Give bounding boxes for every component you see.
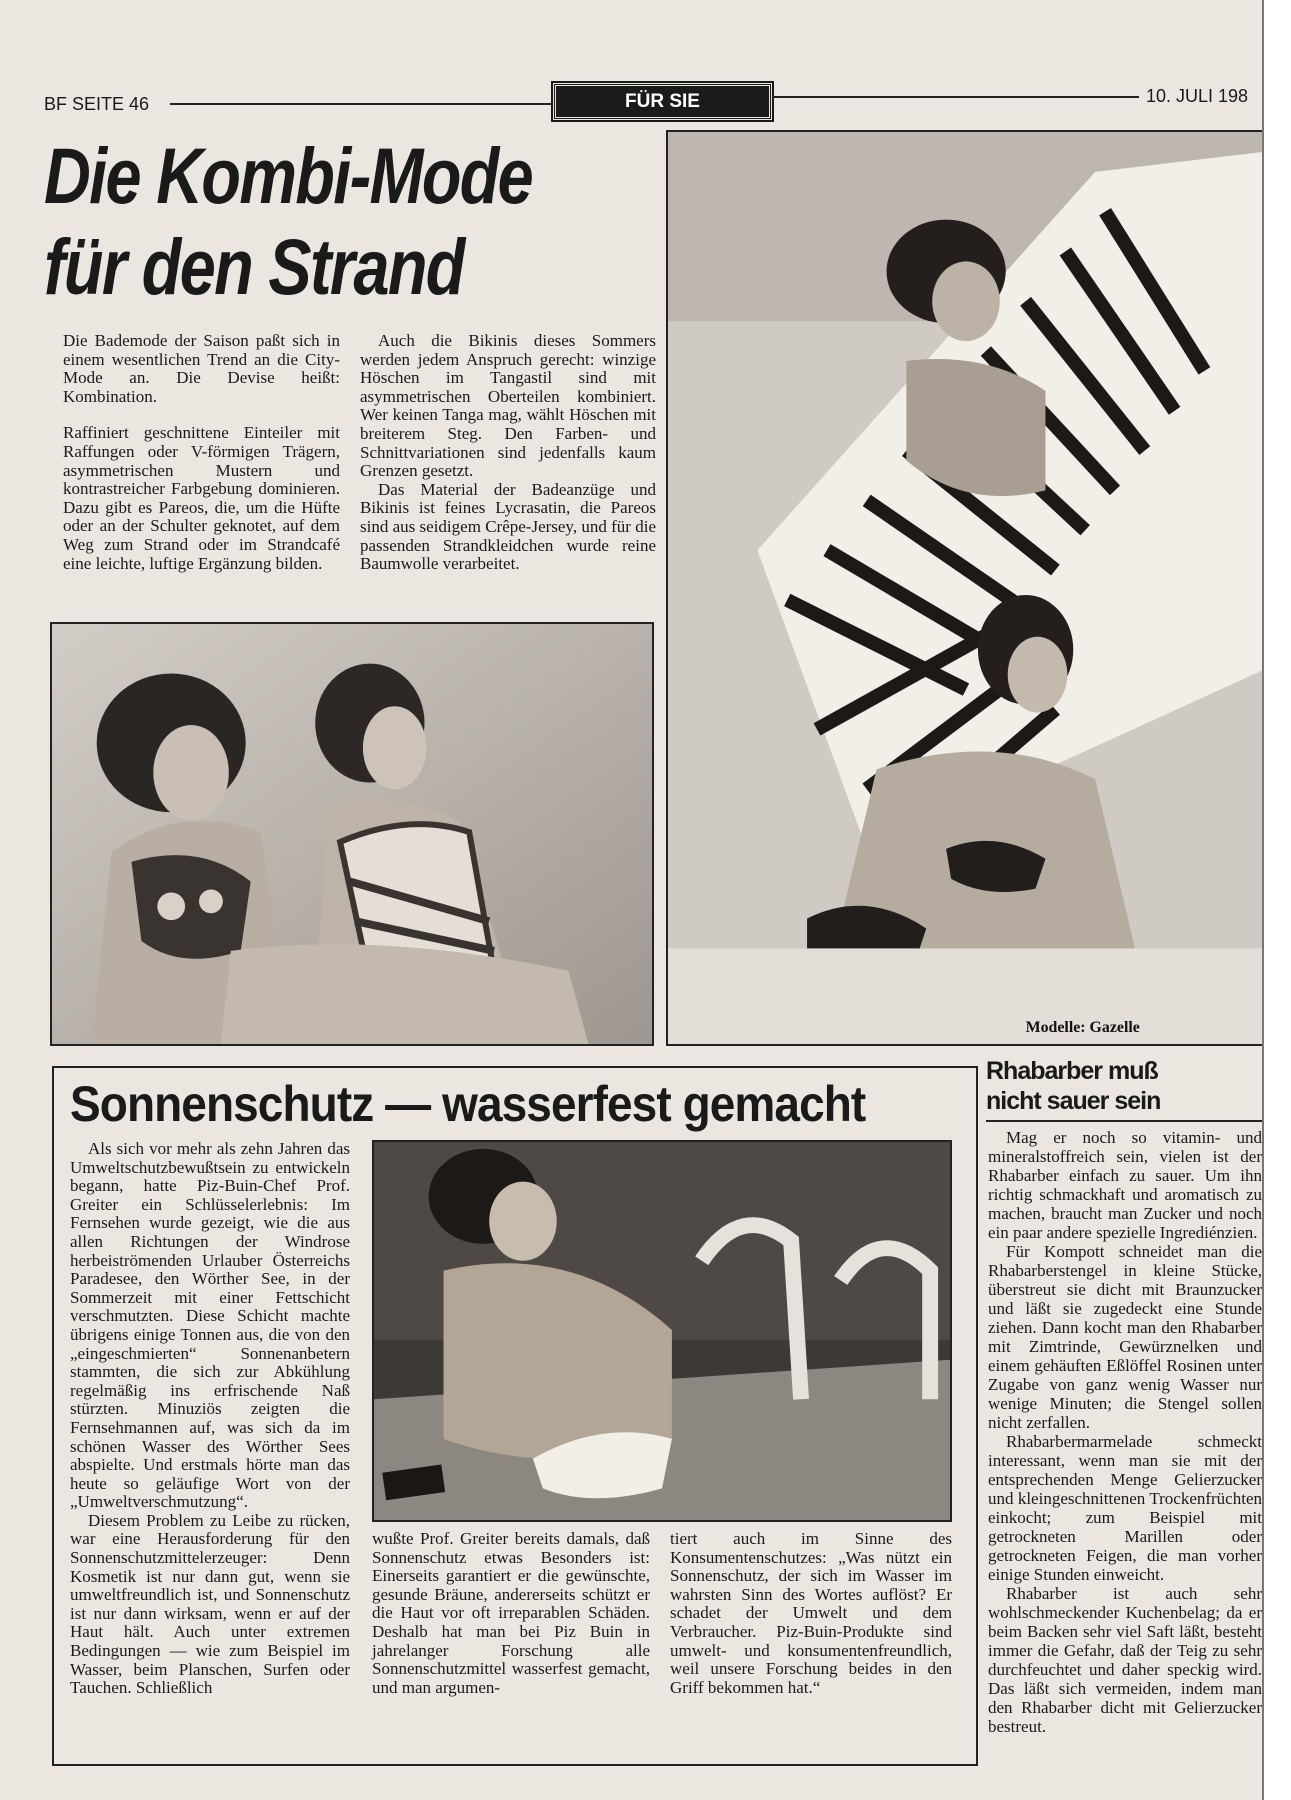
rhubarb-column bbox=[988, 1128, 1262, 1736]
main-article-col2 bbox=[360, 332, 656, 574]
header-rule-right bbox=[773, 96, 1139, 98]
page-number: BF SEITE 46 bbox=[44, 94, 150, 114]
paragraph: wußte Prof. Greiter bereits damals, daß Sonnenschutz etwas Besonders ist: Einerseits garantiert er die gewünschte, gesunde Bräune, andererseits schützt er die Haut vor oft irreparablen Schäden. Deshalb hat man bei Piz Buin in jahrelanger Forschung alle Sonnenschutzmittel wasserfest gemacht, und man argumen- bbox=[372, 1529, 650, 1697]
paragraph: Mag er noch so vitamin- und mineralstoffreich sein, vielen ist der Rhabarber einfach zu sauer. Um ihn richtig schmackhaft und aromatisch zu machen, braucht man Zucker und noch ein paar andere spezielle Ingrediénzien. bbox=[988, 1128, 1262, 1242]
main-headline-line2: für den Strand bbox=[44, 222, 464, 311]
paragraph: Als sich vor mehr als zehn Jahren das Umweltschutzbewußtsein zu entwickeln begann, hatte Piz-Buin-Chef Prof. Greiter ein Schlüsselerlebnis: Im Fernsehen wurde gezeigt, wie die aus allen Richtungen der Windrose herbeiströmenden Urlauber Österreichs Paradesee, den Wörther See, in der Sommerzeit mit einer Fettschicht verschmutzten. Diese Schicht machte übrigens einige Tonnen aus, die von den „eingeschmierten“ Sonnenanbetern stammten, die sich zur Abkühlung regelmäßig ins erfrischende Naß stürzten. Minuziös zeigten die Fernsehmannen auf, was sich da im schönen Wasser des Wörther Sees abspielte. Und erstmals hörte man das heute so geläufige Wort von der „Umweltverschmutzung“. bbox=[70, 1139, 350, 1512]
section-banner: FÜR SIE bbox=[553, 83, 772, 120]
paragraph: Das Material der Badeanzüge und Bikinis ist feines Lycrasatin, die Pareos sind aus seidigem Crêpe-Jersey, und für die passenden Strandkleidchen wurde reine Baumwolle verarbeitet. bbox=[360, 479, 656, 574]
photo-pareo-models bbox=[666, 130, 1266, 1046]
paragraph: Die Bademode der Saison paßt sich in einem wesentlichen Trend an die City-Mode an. Die Devise heißt: Kombination. bbox=[63, 331, 340, 406]
paragraph: Rhabarbermarmelade schmeckt interessant, wenn man sie mit der entsprechenden Menge Gelierzucker und kleingeschnittenen Trockenfrüchten einkocht; zum Beispiel mit getrockneten Marillen oder getrockneten Feigen, die man vorher einige Stunden einweicht. bbox=[988, 1432, 1262, 1584]
paragraph: Diesem Problem zu Leibe zu rücken, war eine Herausforderung für den Sonnenschutzmittelerzeuger: Denn Kosmetik ist nur dann gut, wenn sie umweltfreundlich ist, und Sonnenschutz ist nur dann wirksam, wenn er auf der Haut hält. Auch unter extremen Bedingungen — wie zum Beispiel im Wasser, beim Planschen, Surfen oder Tauchen. Schließlich bbox=[70, 1510, 350, 1698]
photo-two-models bbox=[50, 622, 654, 1046]
paragraph: Rhabarber ist auch sehr wohlschmeckender Kuchenbelag; da er beim Backen sehr viel Saft läßt, besteht immer die Gefahr, daß der Teig zu sehr durchfeuchtet und daher speckig wird. Das läßt sich vermeiden, indem man den Rhabarber dicht mit Gelierzucker bestreut. bbox=[988, 1584, 1262, 1736]
main-headline-line1: Die Kombi-Mode bbox=[44, 131, 533, 220]
sunscreen-col2 bbox=[372, 1530, 650, 1697]
sunscreen-col1 bbox=[70, 1140, 350, 1698]
photo-caption: Modelle: Gazelle bbox=[1025, 1019, 1140, 1037]
main-headline bbox=[44, 130, 544, 312]
sunscreen-headline: Sonnenschutz — wasserfest gemacht bbox=[70, 1076, 866, 1132]
paragraph: Raffiniert geschnittene Einteiler mit Raffungen oder V-förmigen Trägern, asymmetrischen Mustern und kontrastreicher Farbgebung dominieren. Dazu gibt es Pareos, die, um die Hüfte oder an der Schulter geknotet, auf dem Weg zum Strand oder im Strandcafé eine leichte, luftige Ergänzung bilden. bbox=[63, 423, 340, 573]
photo-sunbather-pool bbox=[372, 1140, 952, 1522]
rhubarb-headline-line1: Rhabarber muß bbox=[986, 1057, 1158, 1085]
main-article-col1 bbox=[63, 332, 340, 573]
paragraph: Für Kompott schneidet man die Rhabarberstengel in kleine Stücke, überstreut sie dicht mit Braunzucker und läßt sie zugedeckt eine Stunde ziehen. Dann kocht man den Rhabarber mit Zimtrinde, Gewürznelken und einem gehäuften Eßlöffel Rosinen unter Zugabe von ganz wenig Wasser nur wenige Minuten; die Stengel sollen nicht zerfallen. bbox=[988, 1242, 1262, 1432]
paragraph: tiert auch im Sinne des Konsumentenschutzes: „Was nützt ein Sonnenschutz, der sich im Wasser im wahrsten Sinn des Wortes auflöst? Er schadet der Umwelt und dem Verbraucher. Piz-Buin-Produkte sind umwelt- und konsumentenfreundlich, weil unsere Forschung beides in den Griff bekommen hat.“ bbox=[670, 1529, 952, 1697]
issue-date: 10. JULI 198 bbox=[1146, 86, 1249, 106]
rhubarb-headline bbox=[986, 1056, 1286, 1116]
paragraph: Auch die Bikinis dieses Sommers werden jedem Anspruch gerecht: winzige Höschen im Tangastil sind mit asymmetrischen Oberteilen kombiniert. Wer keinen Tanga mag, wählt Höschen mit breiterem Steg. Den Farben- und Schnittvariationen sind jedenfalls kaum Grenzen gesetzt. bbox=[360, 331, 656, 481]
rhubarb-rule bbox=[986, 1120, 1286, 1122]
rhubarb-headline-line2: nicht sauer sein bbox=[986, 1087, 1161, 1115]
header-rule-left bbox=[170, 103, 553, 105]
page-edge bbox=[1262, 0, 1291, 1800]
sunscreen-col3 bbox=[670, 1530, 952, 1697]
